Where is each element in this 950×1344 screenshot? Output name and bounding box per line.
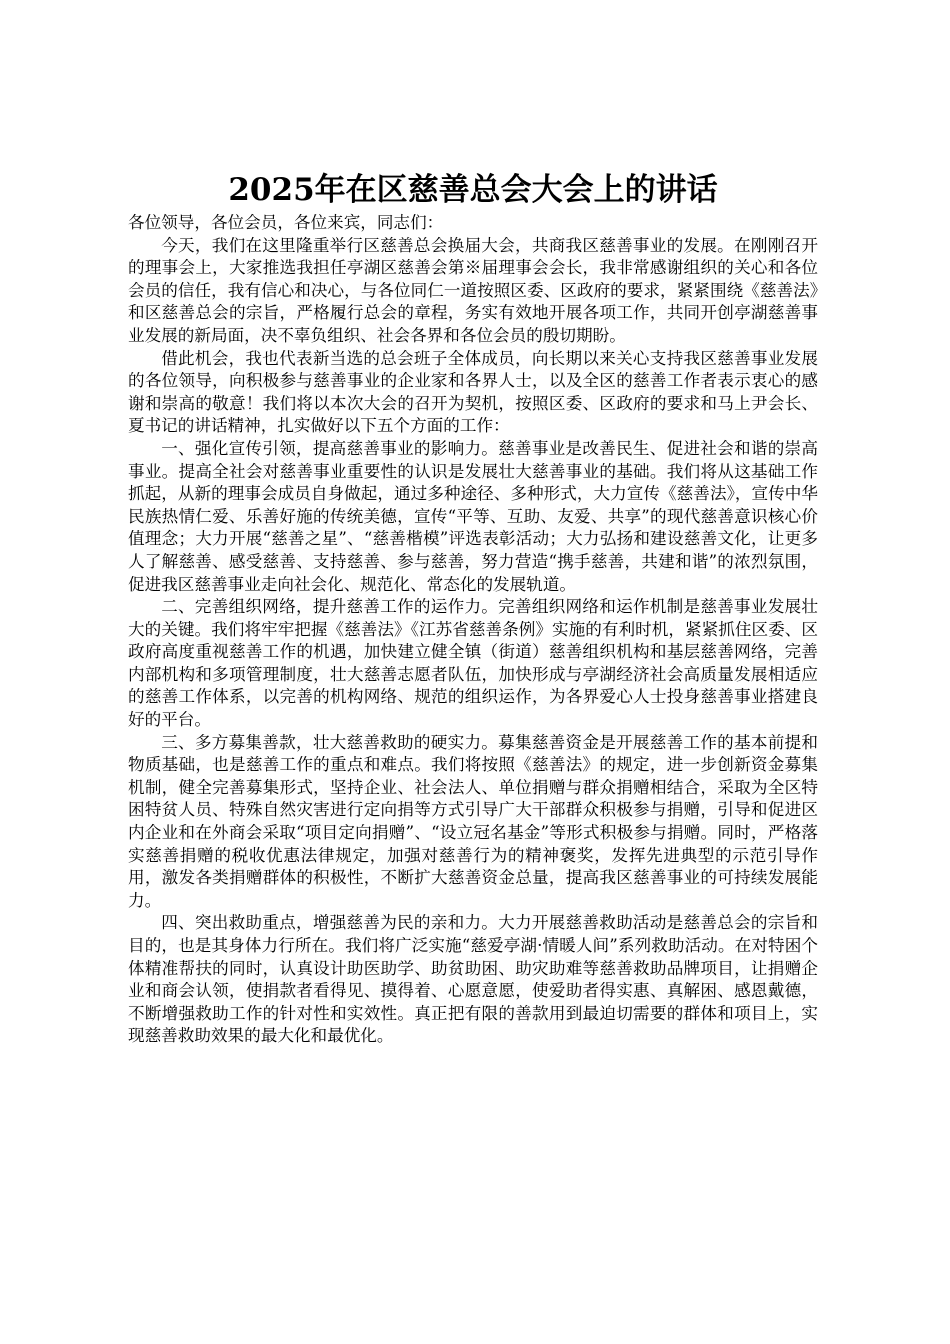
paragraph-point-2: 二、完善组织网络，提升慈善工作的运作力。完善组织网络和运作机制是慈善事业发展壮大的关键。我们将牢牢把握《慈善法》《江苏省慈善条例》实施的有利时机，紧紧抓住区委、区政府高度重视慈善工作的机遇，加快建立健全镇（街道）慈善组织机构和基层慈善网络，完善内部机构和多项管理制度，壮大慈善志愿者队伍，加快形成与亭湖经济社会高质量发展相适应的慈善工作体系，以完善的机构网络、规范的组织运作，为各界爱心人士投身慈善事业搭建良好的平台。 [128,597,818,730]
salutation: 各位领导，各位会员，各位来宾，同志们： [128,213,444,232]
paragraph-point-1: 一、强化宣传引领，提高慈善事业的影响力。慈善事业是改善民生、促进社会和谐的崇高事业。提高全社会对慈善事业重要性的认识是发展壮大慈善事业的基础。我们将从这基础工作抓起，从新的理事会成员自身做起，通过多种途径、多种形式，大力宣传《慈善法》，宣传中华民族热情仁爱、乐善好施的传统美德，宣传“平等、互助、友爱、共享”的现代慈善意识核心价值理念；大力开展“慈善之星”、“慈善楷模”评选表彰活动；大力弘扬和建设慈善文化，让更多人了解慈善、感受慈善、支持慈善、参与慈善，努力营造“携手慈善，共建和谐”的浓烈氛围，促进我区慈善事业走向社会化、规范化、常态化的发展轨道。 [128,438,818,594]
paragraph-point-3: 三、多方募集善款，壮大慈善救助的硬实力。募集慈善资金是开展慈善工作的基本前提和物质基础，也是慈善工作的重点和难点。我们将按照《慈善法》的规定，进一步创新资金募集机制，健全完善募集形式，坚持企业、社会法人、单位捐赠与群众捐赠相结合，采取为全区特困特贫人员、特殊自然灾害进行定向捐等方式引导广大干部群众积极参与捐赠，引导和促进区内企业和在外商会采取“项目定向捐赠”、“设立冠名基金”等形式积极参与捐赠。同时，严格落实慈善捐赠的税收优惠法律规定，加强对慈善行为的精神褒奖，发挥先进典型的示范引导作用，激发各类捐赠群体的积极性，不断扩大慈善资金总量，提高我区慈善事业的可持续发展能力。 [128,732,818,910]
paragraph-thanks: 借此机会，我也代表新当选的总会班子全体成员，向长期以来关心支持我区慈善事业发展的各位领导，向积极参与慈善事业的企业家和各界人士，以及全区的慈善工作者表示衷心的感谢和崇高的敬意！我们将以本次大会的召开为契机，按照区委、区政府的要求和马上尹会长、夏书记的讲话精神，扎实做好以下五个方面的工作： [128,348,818,436]
paragraph-point-4: 四、突出救助重点，增强慈善为民的亲和力。大力开展慈善救助活动是慈善总会的宗旨和目的，也是其身体力行所在。我们将广泛实施“慈爱亭湖·情暖人间”系列救助活动。在对特困个体精准帮扶的同时，认真设计助医助学、助贫助困、助灾助难等慈善救助品牌项目，让捐赠企业和商会认领，使捐款者看得见、摸得着、心愿意愿，使爱助者得实惠、真解困、感恩戴德，不断增强救助工作的针对性和实效性。真正把有限的善款用到最迫切需要的群体和项目上，实现慈善救助效果的最大化和最优化。 [128,913,818,1046]
document-title: 2025年在区慈善总会大会上的讲话 [228,172,718,208]
paragraph-intro: 今天，我们在这里隆重举行区慈善总会换届大会，共商我区慈善事业的发展。在刚刚召开的理事会上，大家推选我担任亭湖区慈善会第※届理事会会长，我非常感谢组织的关心和各位会员的信任，我有信心和决心，与各位同仁一道按照区委、区政府的要求，紧紧围绕《慈善法》和区慈善总会的宗旨，严格履行总会的章程，务实有效地开展各项工作，共同开创亭湖慈善事业发展的新局面，决不辜负组织、社会各界和各位会员的殷切期盼。 [128,235,818,345]
document-page [128,168,818,1048]
